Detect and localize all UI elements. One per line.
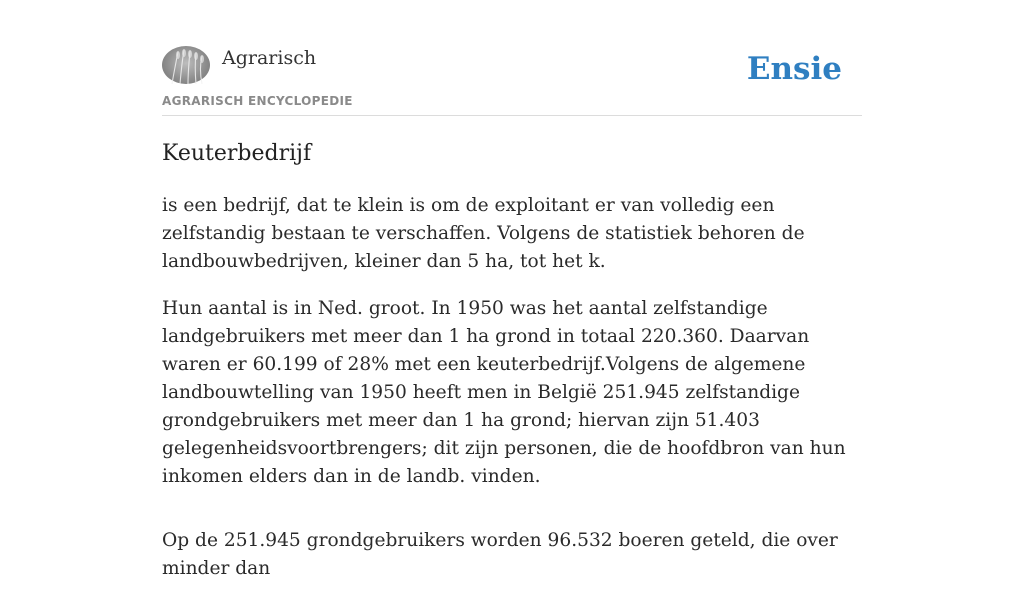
article-body [162, 192, 862, 602]
article-paragraph: Op de 251.945 grondgebruikers worden 96.532 boeren geteld, die over minder dan [162, 530, 838, 579]
article-title: Keuterbedrijf [162, 141, 312, 166]
article-paragraph: is een bedrijf, dat te klein is om de exploitant er van volledig een zelfstandig bestaan te verschaffen. Volgens de statistiek behoren de landbouwbedrijven, kleiner dan 5 ha, tot het k. [162, 195, 805, 272]
source-caption: AGRARISCH ENCYCLOPEDIE [162, 94, 353, 108]
wheat-ears-icon[interactable] [162, 46, 210, 84]
article-paragraph: Hun aantal is in Ned. groot. In 1950 was het aantal zelfstandige landgebruikers met meer dan 1 ha grond in totaal 220.360. Daarvan waren er 60.199 of 28% met een keuterbedrijf.Volgens de algemene landbouwtelling van 1950 heeft men in België 251.945 zelfstandige grondgebruikers met meer dan 1 ha grond; hiervan zijn 51.403 gelegenheidsvoortbrengers; dit zijn personen, die de hoofdbron van hun inkomen elders dan in de landb. vinden. [162, 298, 846, 487]
brand-logo-link[interactable]: Ensie [746, 51, 842, 87]
source-name[interactable]: Agrarisch [222, 47, 317, 69]
site-header [162, 0, 862, 116]
